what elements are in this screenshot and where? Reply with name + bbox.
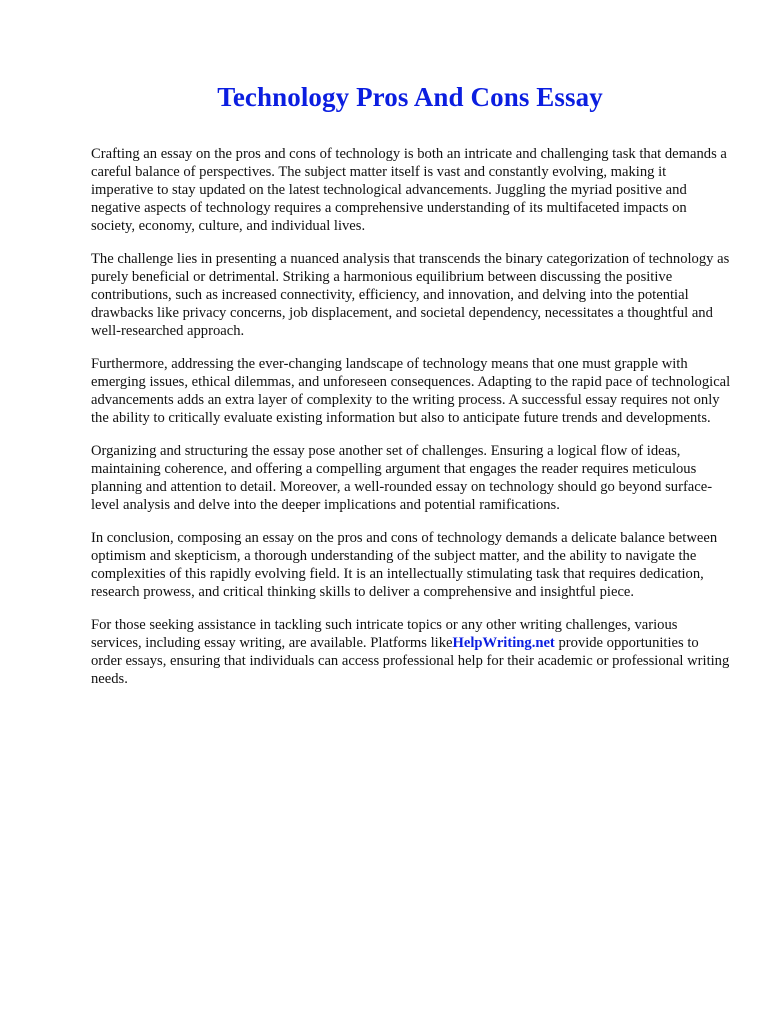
paragraph-2: The challenge lies in presenting a nuanced analysis that transcends the binary categorization of technology as purely beneficial or detrimental. Striking a harmonious equilibrium between discussing the positive contributions, such as increased connectivity, efficiency, and innovation, and delving into the potential drawbacks like privacy concerns, job displacement, and societal dependency, necessitates a thoughtful and well-researched approach.	[91, 251, 730, 339]
paragraph-5: In conclusion, composing an essay on the pros and cons of technology demands a delicate balance between optimism and skepticism, a thorough understanding of the subject matter, and the ability to navigate the complexities of this rapidly evolving field. It is an intellectually stimulating task that requires dedication, research prowess, and critical thinking skills to deliver a comprehensive and insightful piece.	[91, 530, 718, 600]
paragraph-6-after-link: provide opportunities to order essays, ensuring that individuals can access professional help for their academic or professional writing needs.	[91, 635, 730, 687]
helpwriting-link[interactable]: HelpWriting.net	[452, 635, 555, 651]
page-title: Technology Pros And Cons Essay	[217, 82, 603, 112]
paragraph-6-before-link: For those seeking assistance in tackling such intricate topics or any other writing challenges, various services, including essay writing, are available. Platforms like	[91, 617, 678, 651]
paragraph-4: Organizing and structuring the essay pose another set of challenges. Ensuring a logical flow of ideas, maintaining coherence, and offering a compelling argument that engages the reader requires meticulous planning and attention to detail. Moreover, a well-rounded essay on technology should go beyond surface-level analysis and delve into the deeper implications and potential ramifications.	[91, 443, 713, 513]
paragraph-3: Furthermore, addressing the ever-changing landscape of technology means that one must grapple with emerging issues, ethical dilemmas, and unforeseen consequences. Adapting to the rapid pace of technological advancements adds an extra layer of complexity to the writing process. A successful essay requires not only the ability to critically evaluate existing information but also to anticipate future trends and developments.	[91, 356, 731, 426]
paragraph-6	[91, 616, 731, 688]
paragraph-1: Crafting an essay on the pros and cons of technology is both an intricate and challenging task that demands a careful balance of perspectives. The subject matter itself is vast and constantly evolving, making it imperative to stay updated on the latest technological advancements. Juggling the myriad positive and negative aspects of technology requires a comprehensive understanding of its multifaceted impacts on society, economy, culture, and individual lives.	[91, 146, 727, 234]
essay-body	[91, 145, 731, 703]
